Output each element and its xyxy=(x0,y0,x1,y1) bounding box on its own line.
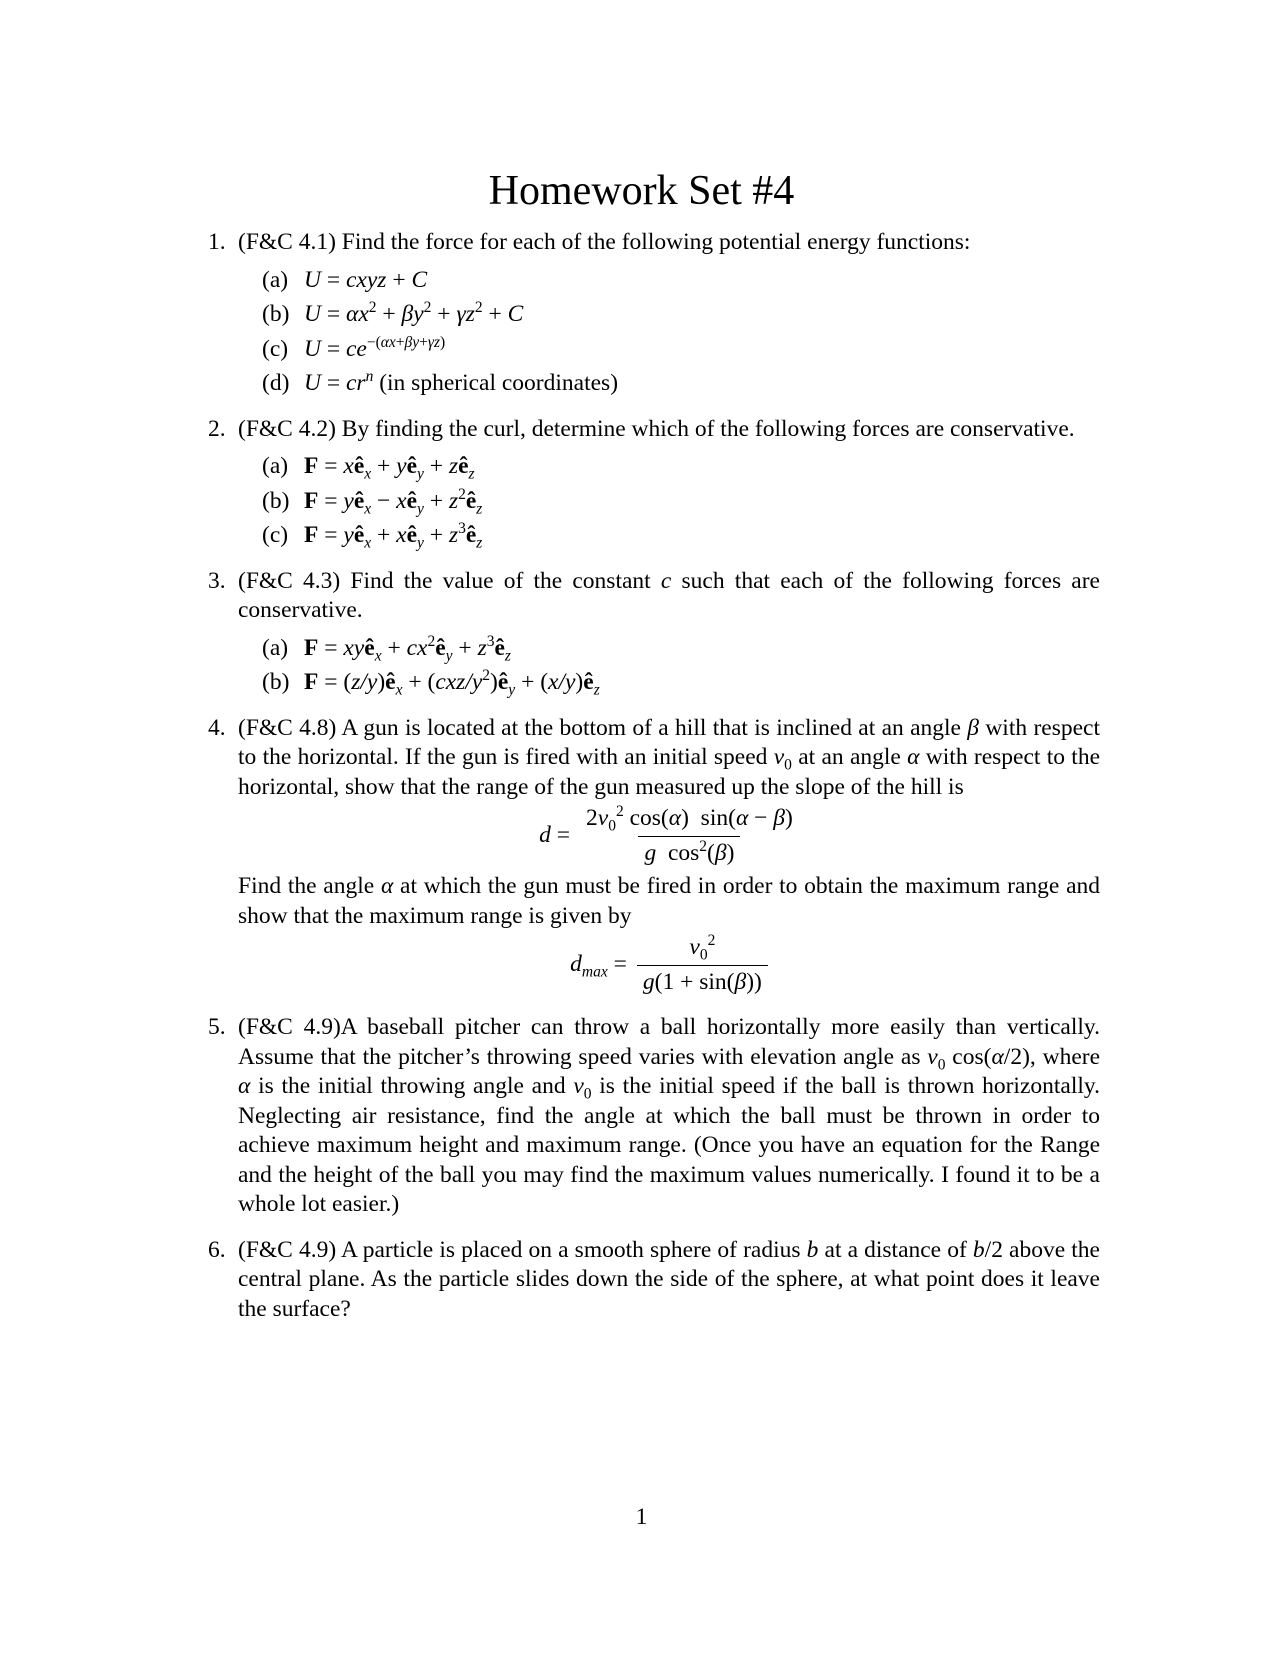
problem-number: 3. xyxy=(208,567,226,594)
problem-text: (F&C 4.2) By finding the curl, determine which of the following forces are conservative. xyxy=(238,415,1075,442)
problem-text: (F&C 4.3) Find the value of the constant c such that each of the following forces are conservative. xyxy=(238,567,1100,623)
subitem-label: (a) xyxy=(262,453,289,479)
problem-subitems xyxy=(238,266,1100,399)
equation-lhs: $d_{max}$ = xyxy=(570,951,627,981)
problem-6 xyxy=(183,1236,1100,1325)
subitem-math: $F = (z/y)ê_x$ + $(cxz/y^2)ê_y$ + $(x/y)ê_z$ xyxy=(304,667,600,699)
subitem-label: (b) xyxy=(262,487,290,514)
problem-number: 5. xyxy=(208,1014,226,1040)
subitem-math: $F = yê_x$ + $xê_y$ + $z^3ê_z$ xyxy=(304,520,483,552)
subitem-c xyxy=(238,521,1100,551)
problem-3 xyxy=(183,567,1100,698)
page-number: 1 xyxy=(635,1504,648,1530)
problem-text: (F&C 4.9)A baseball pitcher can throw a ball horizontally more easily than vertically. Assume that the pitcher’s throwing speed varies with elevation angle as $v_0$ cos(α/2), where α is the initial throwing angle and $v_0$ is the initial speed if the ball is thrown horizontally. Neglecting air resistance, find the angle at which the ball must be thrown in order to achieve maximum height and maximum range. (Once you have an equation for the Range and the height of the ball you may find the maximum values numerically. I found it to be a whole lot easier.) xyxy=(238,1014,1101,1217)
subitem-d xyxy=(238,369,1100,399)
problem-2 xyxy=(183,415,1100,551)
subitem-b xyxy=(238,487,1100,517)
subitem-b xyxy=(238,668,1100,698)
problem-number: 4. xyxy=(208,714,226,741)
subitem-a xyxy=(238,266,1100,296)
problem-text: (F&C 4.1) Find the force for each of the following potential energy functions: xyxy=(238,229,971,255)
problem-number: 1. xyxy=(208,229,226,255)
subitem-label: (b) xyxy=(262,669,290,695)
problem-number: 2. xyxy=(208,415,226,442)
subitem-b xyxy=(238,300,1100,330)
problem-text-continued: Find the angle α at which the gun must be fired in order to obtain the maximum range and show that the maximum range is given by xyxy=(238,873,1100,929)
problem-subitems xyxy=(238,634,1100,698)
subitem-math: $F = xê_x$ + $yê_y$ + $zê_z$ xyxy=(304,453,475,483)
fraction-numerator: $2v_0^2$ cos(α) sin(α − β) xyxy=(586,803,793,835)
equation-max-range xyxy=(238,933,1100,997)
page-title: Homework Set #4 xyxy=(488,168,795,214)
fraction xyxy=(637,933,768,997)
problem-text: (F&C 4.9) A particle is placed on a smooth sphere of radius b at a distance of b/2 above the central plane. As the particle slides down the side of the sphere, at what point does it leave the surface? xyxy=(238,1236,1100,1322)
subitem-label: (c) xyxy=(262,335,289,362)
subitem-math: $U = \alpha x^2 + \beta y^2 + \gamma z^2 + C$ xyxy=(304,299,524,327)
problem-number: 6. xyxy=(208,1236,226,1263)
fraction-numerator: $v_0^2$ xyxy=(689,932,716,964)
problem-subitems xyxy=(238,452,1100,551)
problem-1 xyxy=(183,228,1100,399)
subitem-math: F = xyê$_x$ + $cx^2ê_y$ + $z^3ê_z$ xyxy=(304,632,511,665)
fraction xyxy=(580,804,799,868)
subitem-a xyxy=(238,452,1100,482)
fraction-denominator: g(1 + sin(β)) xyxy=(637,965,768,998)
subitem-label: (b) xyxy=(262,301,290,327)
subitem-a xyxy=(238,634,1100,664)
subitem-math: $U = cr^n$ (in spherical coordinates) xyxy=(304,368,619,396)
fraction-denominator: g $\cos^2(\beta)$ xyxy=(638,836,740,869)
problem-5 xyxy=(183,1013,1100,1220)
subitem-math: U = cxyz + C xyxy=(304,266,428,293)
subitem-label: (d) xyxy=(262,370,290,396)
page-content xyxy=(183,168,1100,1340)
problem-4 xyxy=(183,714,1100,998)
subitem-label: (a) xyxy=(262,634,289,661)
equation-lhs: d = xyxy=(539,822,571,849)
subitem-c xyxy=(238,335,1100,365)
subitem-label: (a) xyxy=(262,266,289,293)
equation-range xyxy=(238,804,1100,868)
problem-text: (F&C 4.8) A gun is located at the bottom of a hill that is inclined at an angle β with respect to the horizontal. If the gun is fired with an initial speed $v_0$ at an angle α with respect to the horizontal, show that the range of the gun measured up the slope of the hill is xyxy=(238,714,1101,800)
subitem-math: $U = ce^{-(\alpha x+\beta y+\gamma z)}$ xyxy=(304,333,446,362)
subitem-math: $F = yê_x$ − $xê_y$ + $z^2ê_z$ xyxy=(304,485,483,518)
subitem-label: (c) xyxy=(262,522,289,548)
